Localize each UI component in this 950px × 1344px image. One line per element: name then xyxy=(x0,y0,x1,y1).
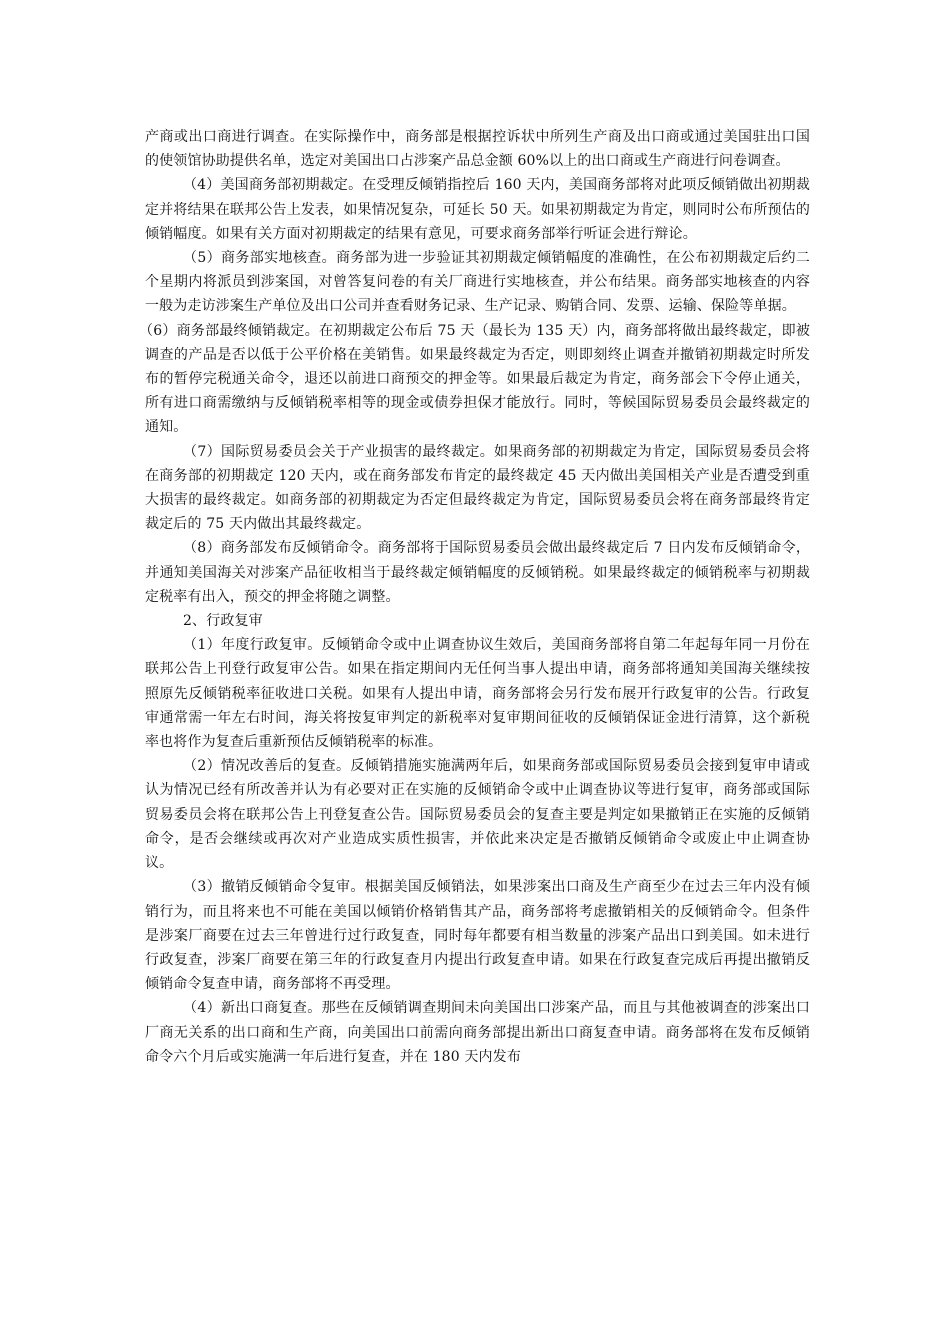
document-body xyxy=(139,125,810,1069)
paragraph-continuation: 产商或出口商进行调查。在实际操作中，商务部是根据控诉状中所列生产商及出口商或通过美国驻出口国的使领馆协助提供名单，选定对美国出口占涉案产品总金额 60%以上的出口商或生产商进行问卷调查。 xyxy=(145,129,810,170)
paragraph-annual-review: （1）年度行政复审。反倾销命令或中止调查协议生效后，美国商务部将自第二年起每年同一月份在联邦公告上刊登行政复审公告。如果在指定期间内无任何当事人提出申请，商务部将通知美国海关继续按照原先反倾销税率征收进口关税。如果有人提出申请，商务部将会另行发布展开行政复审的公告。行政复审通常需一年左右时间，海关将按复审判定的新税率对复审期间征收的反倾销保证金进行清算，这个新税率也将作为复查后重新预估反倾销税率的标准。 xyxy=(145,637,810,751)
paragraph-revocation-review: （3）撤销反倾销命令复审。根据美国反倾销法，如果涉案出口商及生产商至少在过去三年内没有倾销行为，而且将来也不可能在美国以倾销价格销售其产品，商务部将考虑撤销相关的反倾销命令。但条件是涉案厂商要在过去三年曾进行过行政复查，同时每年都要有相当数量的涉案产品出口到美国。如未进行行政复查，涉案厂商要在第三年的行政复查月内提出行政复查申请。如果在行政复查完成后再提出撤销反倾销命令复查申请，商务部将不再受理。 xyxy=(145,879,810,993)
paragraph-initial-determination: （4）美国商务部初期裁定。在受理反倾销指控后 160 天内，美国商务部将对此项反倾销做出初期裁定并将结果在联邦公告上发表，如果情况复杂，可延长 50 天。如果初期裁定为肯定，则同时公布所预估的倾销幅度。如果有关方面对初期裁定的结果有意见，可要求商务部举行听证会进行辩论。 xyxy=(145,177,810,242)
paragraph-onsite-verification: （5）商务部实地核查。商务部为进一步验证其初期裁定倾销幅度的准确性，在公布初期裁定后约二个星期内将派员到涉案国，对曾答复问卷的有关厂商进行实地核查，并公布结果。商务部实地核查的内容一般为走访涉案生产单位及出口公司并查看财务记录、生产记录、购销合同、发票、运输、保险等单据。 xyxy=(145,250,810,315)
section-heading-administrative-review: 2、行政复审 xyxy=(183,613,263,630)
paragraph-new-shipper-review: （4）新出口商复查。那些在反倾销调查期间未向美国出口涉案产品，而且与其他被调查的涉案出口厂商无关系的出口商和生产商，向美国出口前需向商务部提出新出口商复查申请。商务部将在发布反倾销命令六个月后或实施满一年后进行复查，并在 180 天内发布 xyxy=(145,1000,810,1065)
paragraph-final-dumping-determination: （6）商务部最终倾销裁定。在初期裁定公布后 75 天（最长为 135 天）内，商务部将做出最终裁定，即被调查的产品是否以低于公平价格在美销售。如果最终裁定为否定，则即刻终止调查并撤销初期裁定时所发布的暂停完税通关命令，退还以前进口商预交的押金等。如果最后裁定为肯定，商务部会下令停止通关，所有进口商需缴纳与反倾销税率相等的现金或债券担保才能放行。同时，等候国际贸易委员会最终裁定的通知。 xyxy=(139,322,810,436)
paragraph-changed-circumstances-review: （2）情况改善后的复查。反倾销措施实施满两年后，如果商务部或国际贸易委员会接到复审申请或认为情况已经有所改善并认为有必要对正在实施的反倾销命令或中止调查协议等进行复审，商务部或国际贸易委员会将在联邦公告上刊登复查公告。国际贸易委员会的复查主要是判定如果撤销正在实施的反倾销命令，是否会继续或再次对产业造成实质性损害，并依此来决定是否撤销反倾销命令或废止中止调查协议。 xyxy=(145,758,810,872)
paragraph-antidumping-order: （8）商务部发布反倾销命令。商务部将于国际贸易委员会做出最终裁定后 7 日内发布反倾销命令，并通知美国海关对涉案产品征收相当于最终裁定倾销幅度的反倾销税。如果最终裁定的倾销税率与初期裁定税率有出入，预交的押金将随之调整。 xyxy=(145,540,810,605)
paragraph-itc-final-determination: （7）国际贸易委员会关于产业损害的最终裁定。如果商务部的初期裁定为肯定，国际贸易委员会将在商务部的初期裁定 120 天内，或在商务部发布肯定的最终裁定 45 天内做出美国相关产业是否遭受到重大损害的最终裁定。如商务部的初期裁定为否定但最终裁定为肯定，国际贸易委员会将在商务部最终肯定裁定后的 75 天内做出其最终裁定。 xyxy=(145,443,810,533)
